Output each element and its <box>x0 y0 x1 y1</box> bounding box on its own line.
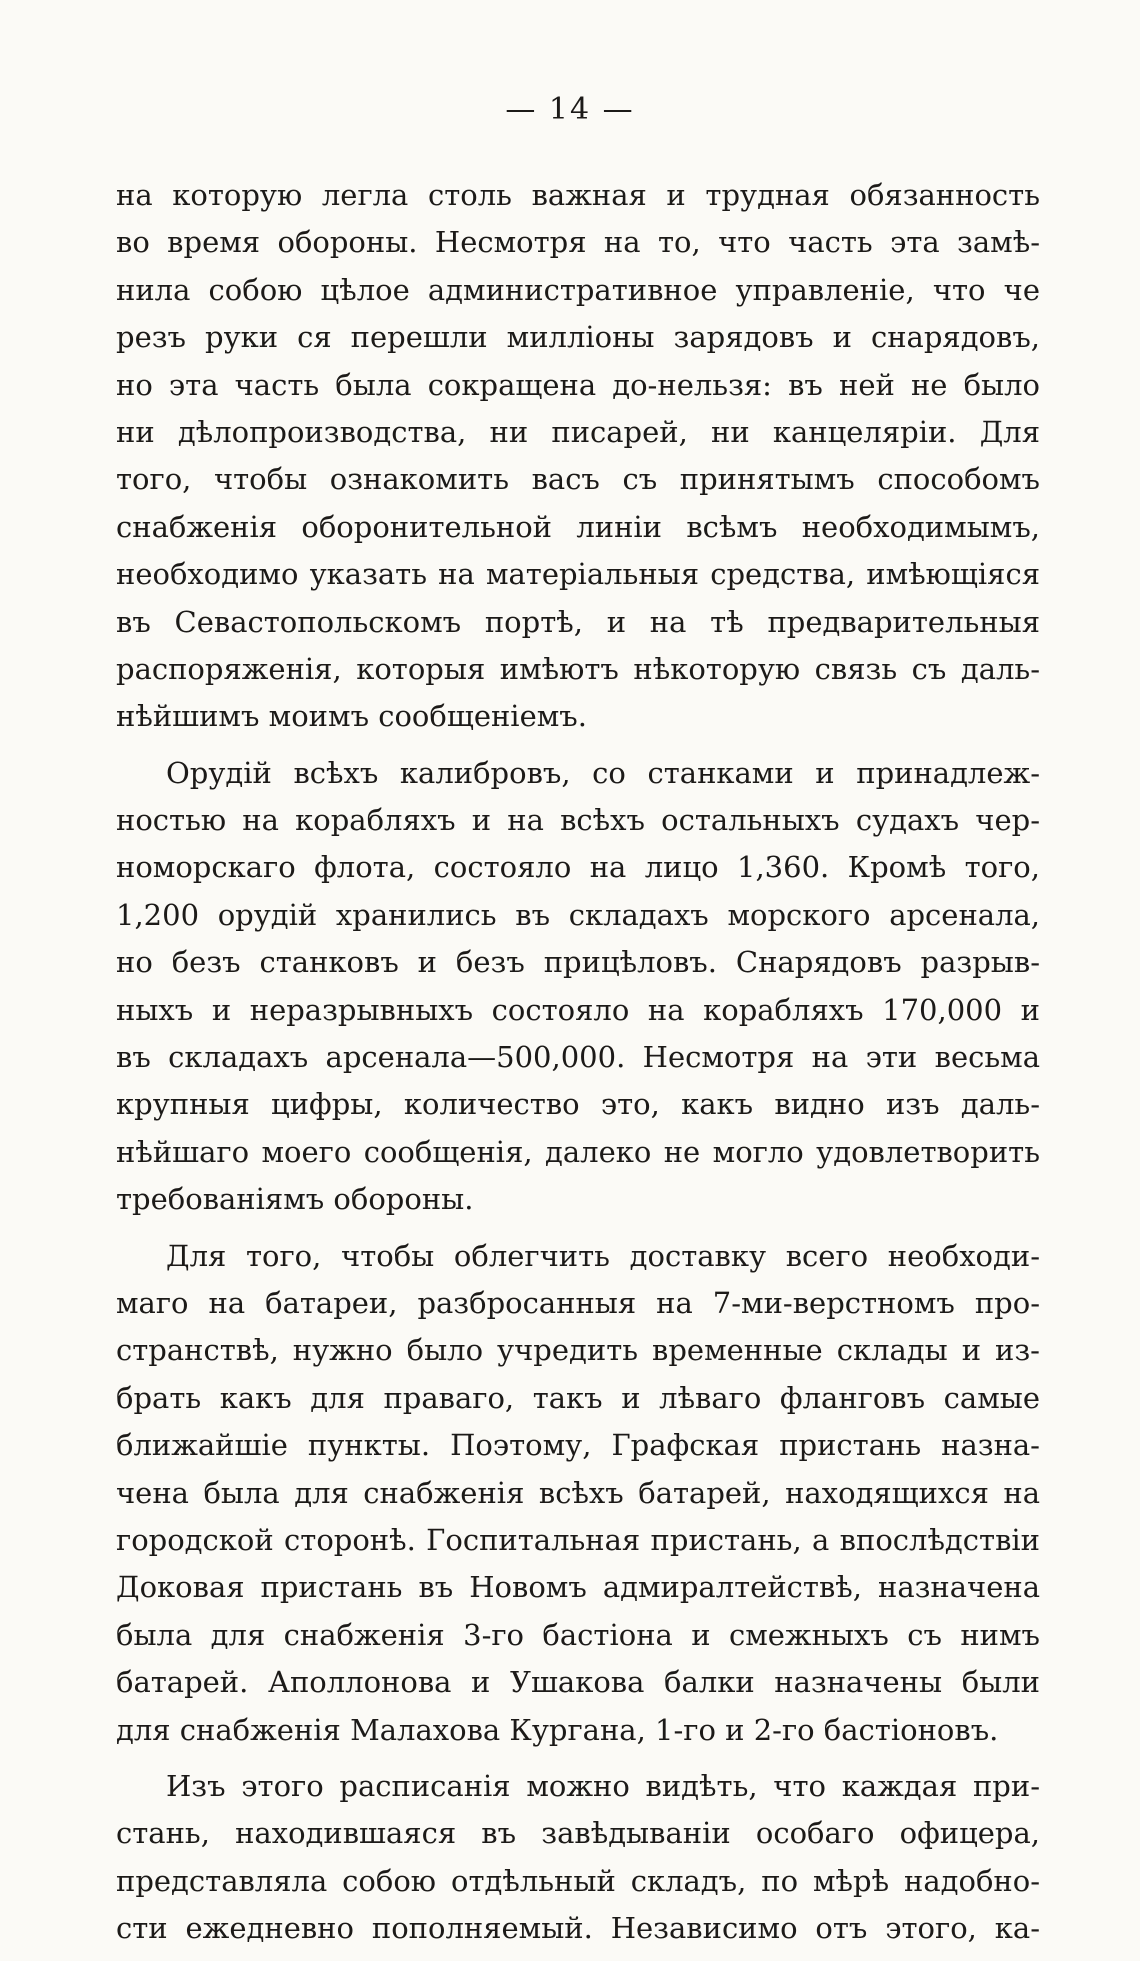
text-line: распоряженія, которыя имѣютъ нѣкоторую связь съ даль- <box>116 651 1040 686</box>
text-line: странствѣ, нужно было учредить временные склады и из- <box>116 1333 1040 1368</box>
text-line: необходимо указать на матеріальныя средства, имѣющіяся <box>116 557 1040 592</box>
text-line: была для снабженія 3-го бастіона и смежныхъ съ нимъ <box>116 1617 1040 1652</box>
text-line: резъ руки ся перешли милліоны зарядовъ и снарядовъ, <box>116 320 1040 355</box>
text-line: но эта часть была сокращена до-нельзя: въ ней не было <box>116 367 1040 402</box>
paragraph-3 <box>116 1233 1040 1754</box>
text-line: чена была для снабженія всѣхъ батарей, находящихся на <box>116 1475 1040 1510</box>
text-line: маго на батареи, разбросанныя на 7-ми-верстномъ про- <box>116 1285 1040 1320</box>
text-line: для снабженія Малахова Кургана, 1-го и 2-го бастіоновъ. <box>116 1712 999 1747</box>
text-line: 1,200 орудій хранились въ складахъ морского арсенала, <box>116 897 1040 932</box>
text-line: на которую легла столь важная и трудная обязанность <box>116 178 1040 212</box>
text-line: того, чтобы ознакомить васъ съ принятымъ способомъ <box>116 462 1040 497</box>
paragraph-2 <box>116 750 1040 1224</box>
text-line: представляла собою отдѣльный складъ, по мѣрѣ надобно- <box>116 1863 1040 1898</box>
text-line: нила собою цѣлое административное управленіе, что че <box>116 272 1040 307</box>
text-line: батарей. Аполлонова и Ушакова балки назначены были <box>116 1665 1040 1700</box>
text-line: брать какъ для праваго, такъ и лѣваго фланговъ самые <box>116 1380 1040 1415</box>
text-line: во время обороны. Несмотря на то, что часть эта замѣ- <box>116 225 1040 260</box>
text-line: Доковая пристань въ Новомъ адмиралтействѣ, назначена <box>116 1570 1040 1605</box>
text-line: стань, находившаяся въ завѣдываніи особаго офицера, <box>116 1816 1040 1851</box>
text-line: ностью на корабляхъ и на всѣхъ остальныхъ судахъ чер- <box>116 803 1040 838</box>
text-line: въ складахъ арсенала—500,000. Несмотря на эти весьма <box>116 1040 1040 1075</box>
text-line: крупныя цифры, количество это, какъ видно изъ даль- <box>116 1087 1040 1122</box>
text-line: Изъ этого расписанія можно видѣть, что каждая при- <box>166 1768 1040 1803</box>
text-line: нѣйшаго моего сообщенія, далеко не могло удовлетворить <box>116 1134 1040 1169</box>
text-line: Для того, чтобы облегчить доставку всего необходи- <box>166 1238 1040 1273</box>
text-line: требованіямъ обороны. <box>116 1182 474 1217</box>
text-line: ближайшіе пункты. Поэтому, Графская пристань назна- <box>116 1428 1040 1463</box>
text-line: ни дѣлопроизводства, ни писарей, ни канцеляріи. Для <box>116 414 1040 449</box>
text-line: номорскаго флота, состояло на лицо 1,360. Кромѣ того, <box>116 850 1040 885</box>
text-line: но безъ станковъ и безъ прицѣловъ. Снарядовъ разрыв- <box>116 945 1040 980</box>
text-line: въ Севастопольскомъ портѣ, и на тѣ предварительныя <box>116 604 1040 639</box>
text-line: нѣйшимъ моимъ сообщеніемъ. <box>116 699 587 734</box>
page-number: — 14 — <box>505 92 635 127</box>
text-line: Орудій всѣхъ калибровъ, со станками и принадлеж- <box>166 755 1040 790</box>
text-body <box>116 172 1040 1961</box>
text-line: городской сторонѣ. Госпитальная пристань, а впослѣдствіи <box>116 1522 1040 1557</box>
text-line: сти ежедневно пополняемый. Независимо отъ этого, ка- <box>116 1911 1040 1946</box>
paragraph-4 <box>116 1763 1040 1953</box>
paragraph-1 <box>116 172 1040 741</box>
text-line: ныхъ и неразрывныхъ состояло на корабляхъ 170,000 и <box>116 992 1040 1027</box>
text-line: снабженія оборонительной линіи всѣмъ необходимымъ, <box>116 509 1040 544</box>
